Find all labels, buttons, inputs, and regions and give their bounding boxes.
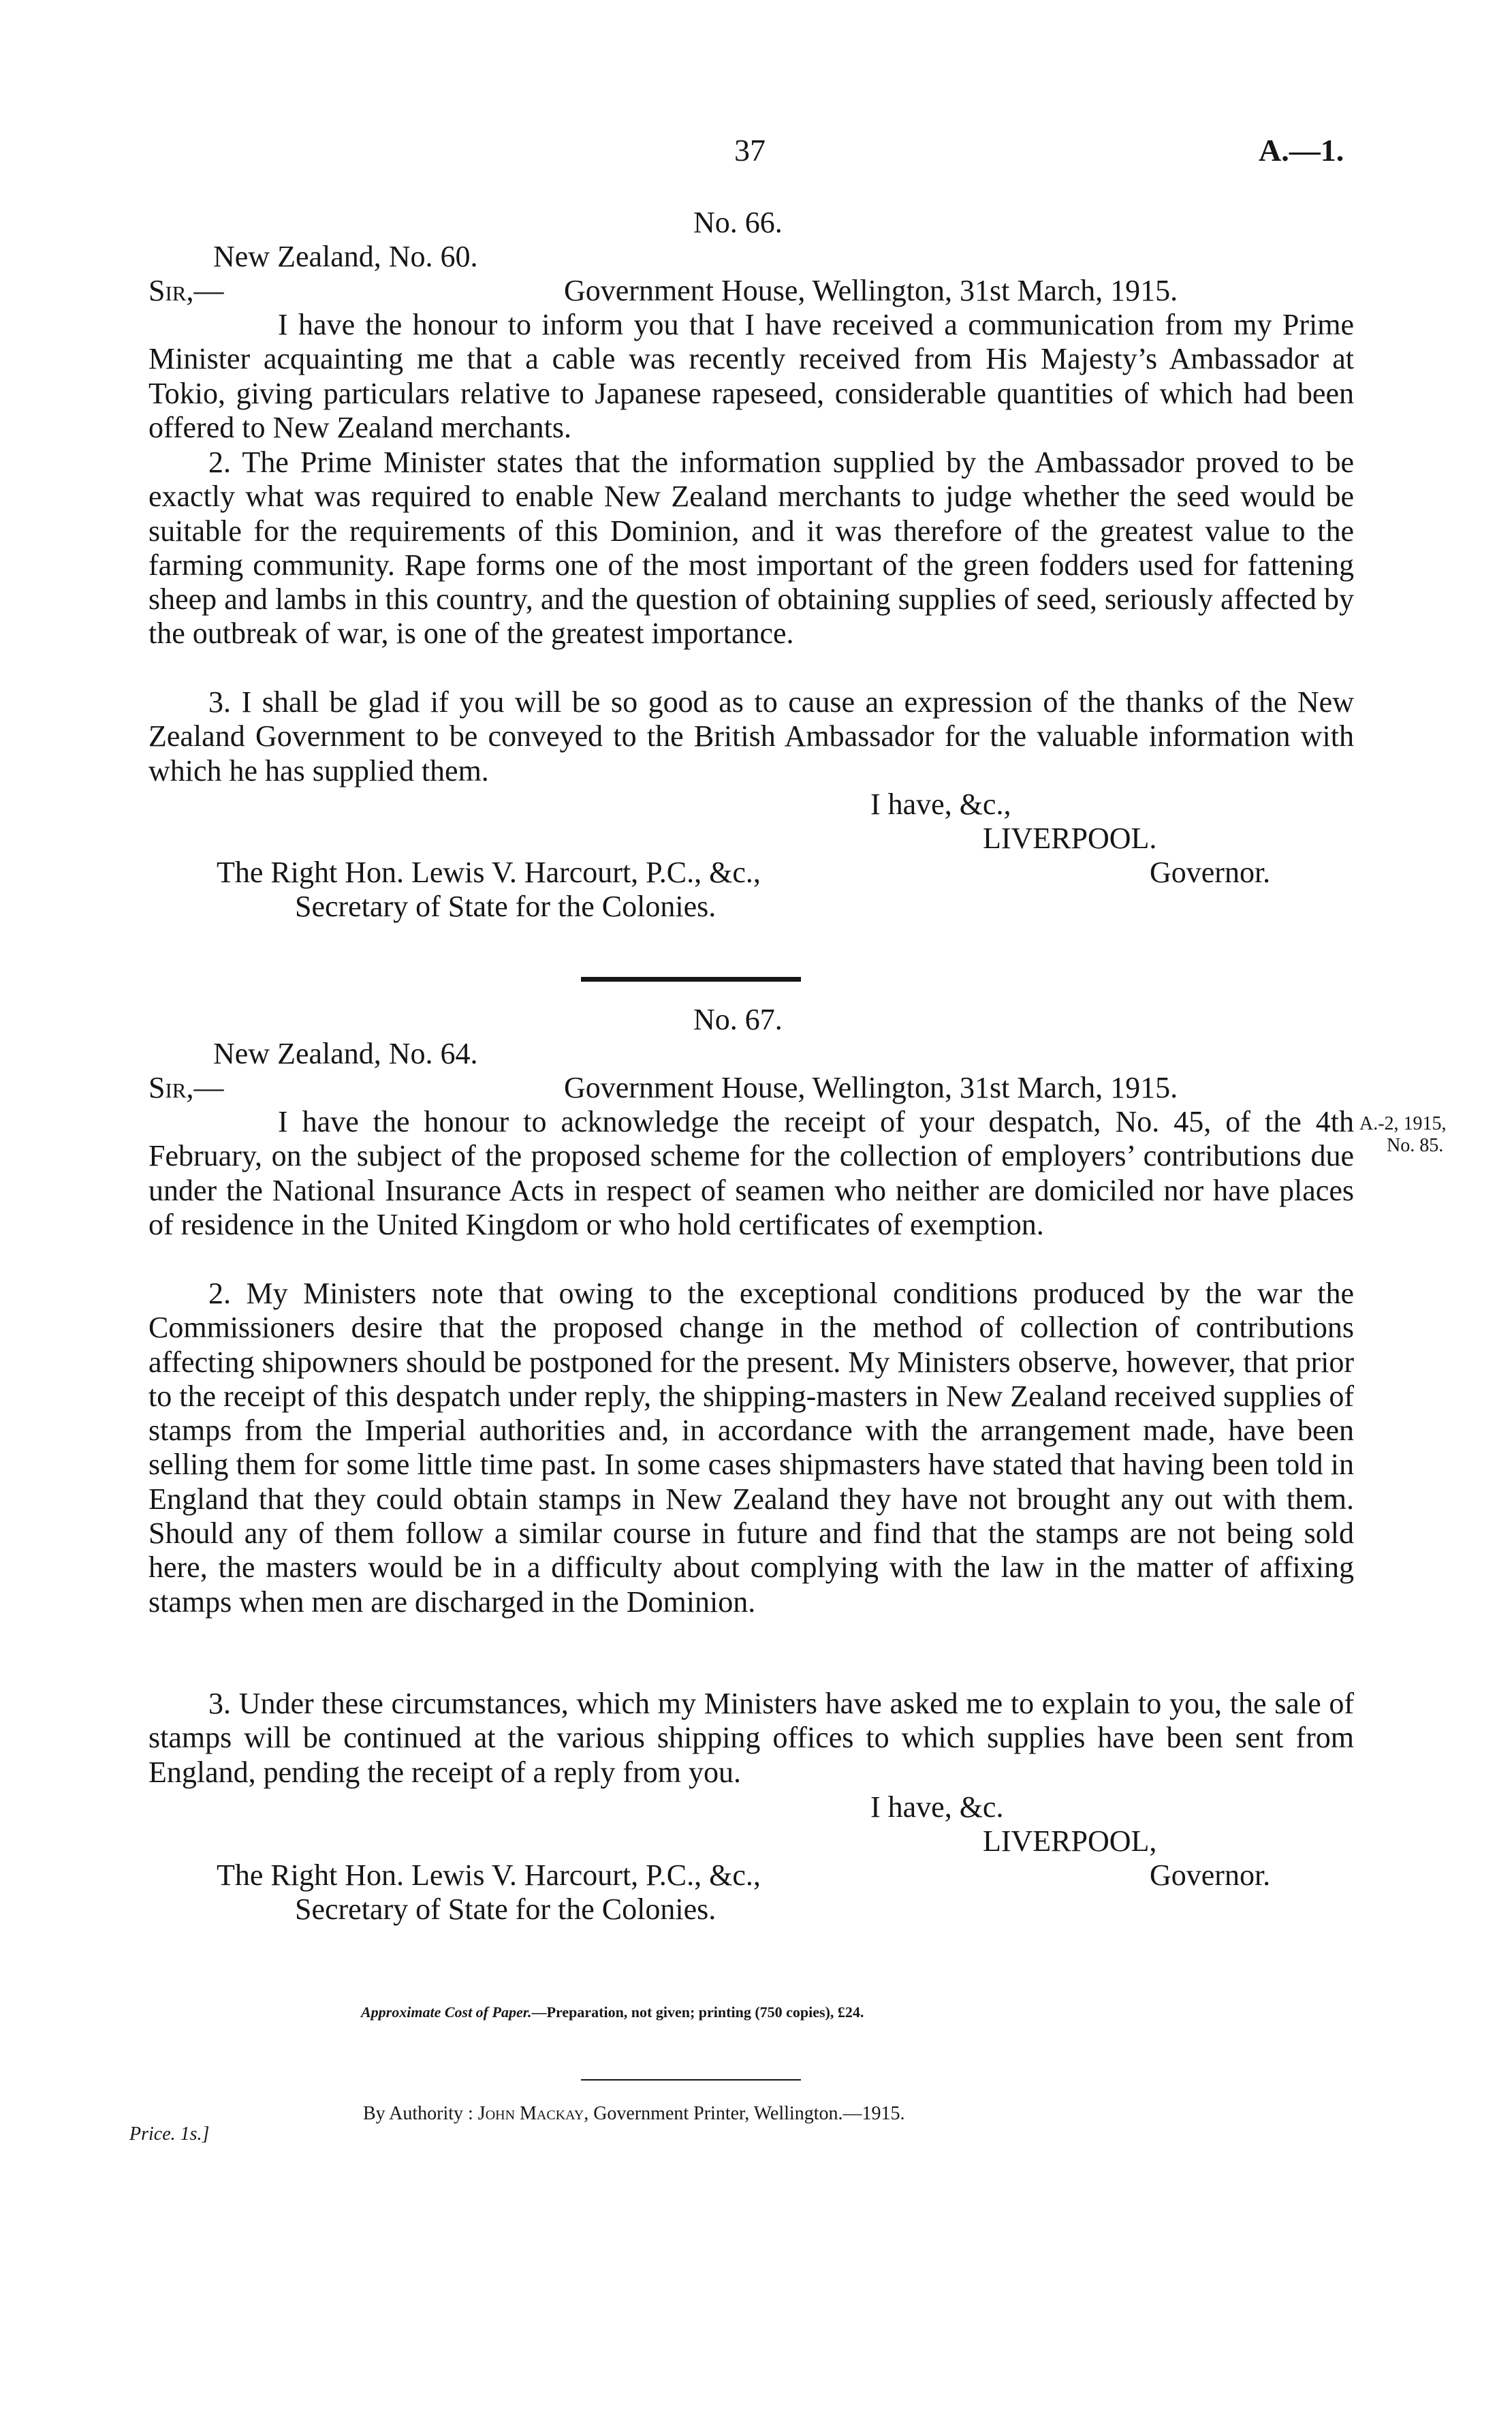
addressee: The Right Hon. Lewis V. Harcourt, P.C., &c.,	[217, 856, 761, 889]
authority-line	[363, 2102, 904, 2125]
letter-number: No. 67.	[693, 1003, 783, 1036]
section-divider	[581, 977, 801, 982]
authority-suffix: , Government Printer, Wellington.—1915.	[584, 2103, 905, 2124]
cost-text: —Preparation, not given; printing (750 copies), £24.	[531, 2004, 864, 2021]
margin-note-number: No. 85.	[1387, 1135, 1444, 1156]
salutation: Sir,—	[148, 1071, 224, 1104]
paragraph-1: I have the honour to acknowledge the receipt of your despatch, No. 45, of the 4th February, on the subject of the proposed scheme for the collection of employers’ contributions due under the National Insurance Acts in respect of seamen who neither are domiciled nor have places of residence in the United Kingdom or who hold certificates of exemption.	[148, 1105, 1354, 1241]
closing: I have, &c.	[870, 1790, 1004, 1824]
signature: LIVERPOOL.	[983, 822, 1157, 855]
authority-prefix: By Authority :	[363, 2103, 473, 2124]
paper-reference: A.—1.	[1259, 133, 1344, 168]
letter-reference: New Zealand, No. 60.	[213, 240, 478, 273]
margin-note: A.-2, 1915,	[1359, 1113, 1447, 1134]
dateline: Government House, Wellington, 31st March, 1915.	[564, 1071, 1178, 1104]
letter-reference: New Zealand, No. 64.	[213, 1037, 478, 1070]
paragraph-3: 3. I shall be glad if you will be so good as to cause an expression of the thanks of the New Zealand Government to be conveyed to the British Ambassador for the valuable information with which he has supplied them.	[148, 685, 1354, 788]
paragraph-3: 3. Under these circumstances, which my Ministers have asked me to explain to you, the sale of stamps will be continued at the various shipping offices to which supplies have been sent from England, pending the receipt of a reply from you.	[148, 1687, 1354, 1789]
signature-title: Governor.	[1150, 856, 1271, 889]
printer-name: John Mackay	[477, 2103, 584, 2124]
paragraph-2: 2. My Ministers note that owing to the exceptional conditions produced by the war the Commissioners desire that the proposed change in the method of collection of contributions affecting shipowners should be postponed for the present. My Ministers observe, however, that prior to the receipt of this despatch under reply, the shipping-masters in New Zealand received supplies of stamps from the Imperial authorities and, in accordance with the arrangement made, have been selling them for some little time past. In some cases shipmasters have stated that having been told in England that they could obtain stamps in New Zealand they have not brought any out with them. Should any of them follow a similar course in future and find that the stamps are not being sold here, the masters would be in a difficulty about complying with the law in the matter of affixing stamps when men are discharged in the Dominion.	[148, 1277, 1354, 1619]
closing: I have, &c.,	[870, 788, 1011, 821]
price: Price. 1s.]	[129, 2123, 210, 2145]
signature: LIVERPOOL,	[983, 1824, 1157, 1858]
paragraph-1: I have the honour to inform you that I have received a communication from my Prime Minister acquainting me that a cable was recently received from His Majesty’s Ambassador at Tokio, giving particulars relative to Japanese rapeseed, considerable quantities of which had been offered to New Zealand merchants.	[148, 308, 1354, 444]
addressee-title: Secretary of State for the Colonies.	[295, 890, 716, 923]
footer-divider	[581, 2079, 801, 2081]
salutation: Sir,—	[148, 274, 224, 307]
letter-number: No. 66.	[693, 206, 783, 239]
addressee: The Right Hon. Lewis V. Harcourt, P.C., &c.,	[217, 1858, 761, 1892]
addressee-title: Secretary of State for the Colonies.	[295, 1892, 716, 1926]
page-number: 37	[734, 133, 766, 168]
cost-label: Approximate Cost of Paper.	[361, 2004, 532, 2021]
dateline: Government House, Wellington, 31st March, 1915.	[564, 274, 1178, 307]
cost-note	[361, 2003, 864, 2022]
signature-title: Governor.	[1150, 1858, 1271, 1892]
paragraph-2: 2. The Prime Minister states that the information supplied by the Ambassador proved to be exactly what was required to enable New Zealand merchants to judge whether the seed would be suitable for the requirements of this Dominion, and it was therefore of the greatest value to the farming community. Rape forms one of the most important of the green fodders used for fattening sheep and lambs in this country, and the question of obtaining supplies of seed, seriously affected by the outbreak of war, is one of the greatest importance.	[148, 446, 1354, 651]
